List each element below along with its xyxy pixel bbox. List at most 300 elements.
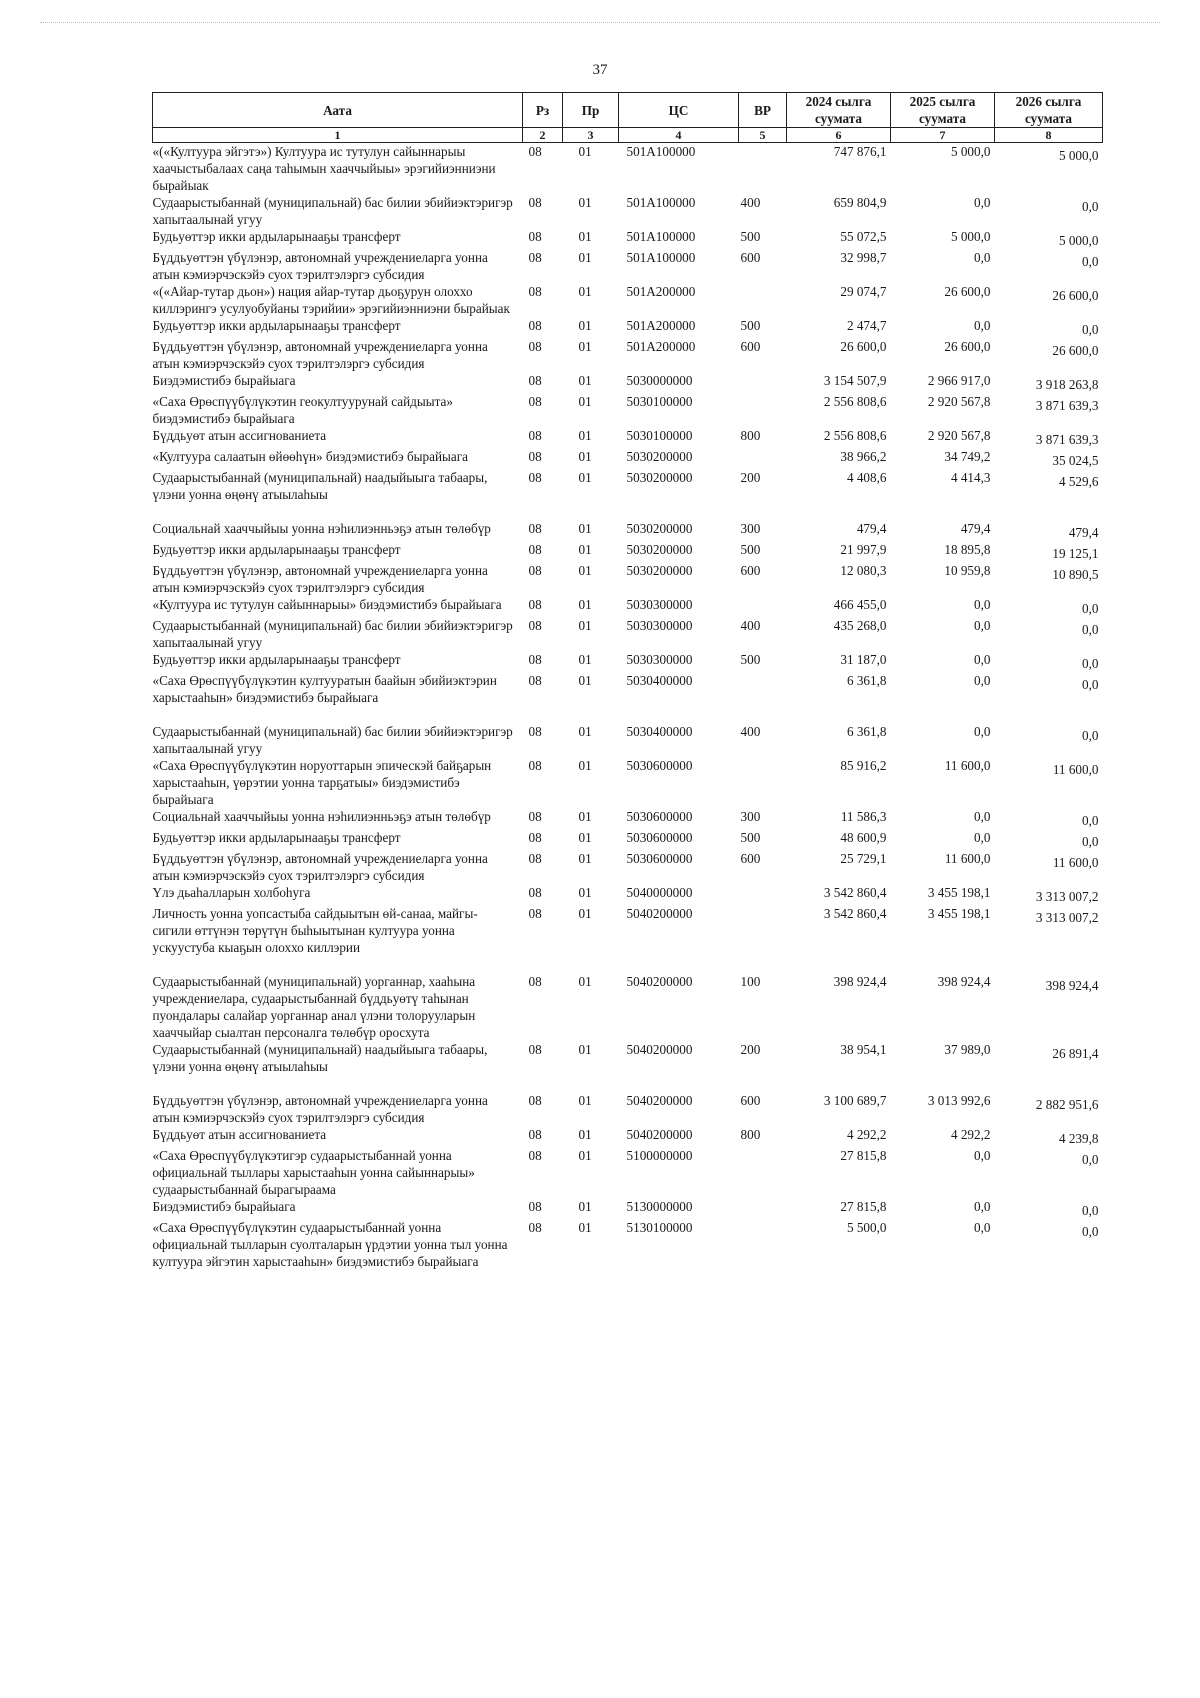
- row-cs-cell: 5040000000: [626, 885, 693, 900]
- row-pr-cell: 01: [578, 830, 592, 845]
- row-vr-cell: [739, 283, 787, 317]
- row-vr-cell: 500: [740, 318, 761, 333]
- row-pr-cell: 01: [578, 618, 592, 633]
- row-vr-cell: 200: [740, 470, 761, 485]
- row-2025-cell: 18 895,8: [944, 542, 991, 557]
- row-cs-cell: 501A100000: [626, 144, 696, 159]
- table-row: [153, 520, 1103, 541]
- row-pr-cell: 01: [578, 597, 592, 612]
- row-name-cell: «Култуура ис тутулун сайыннарыы» биэдэмистибэ бырайыага: [152, 597, 502, 612]
- table-row: [153, 338, 1103, 372]
- row-cs-cell: 5030100000: [626, 428, 693, 443]
- row-2025-cell: 11 600,0: [944, 851, 991, 866]
- row-name-cell: «(«Култуура эйгэтэ») Култуура ис тутулун сайыннарыы хаачыстыбалаах саңа таһымын хааччыйыы» эрэгийиэнниэни бырайыак: [152, 144, 496, 193]
- row-vr-cell: [739, 757, 787, 808]
- table-row: [153, 973, 1103, 1041]
- row-2024-cell: 479,4: [856, 521, 887, 536]
- row-name-cell: Бүддьуөттэн үбүлэнэр, автономнай учреждениеларга уонна атын кэмиэрчэскэйэ суох тэрилтэлэргэ субсидия: [152, 851, 488, 883]
- row-2026-cell: 10 890,5: [1052, 567, 1099, 582]
- row-2025-cell: 0,0: [974, 724, 991, 739]
- row-pr-cell: 01: [578, 470, 592, 485]
- row-vr-cell: 200: [740, 1042, 761, 1057]
- row-2024-cell: 55 072,5: [840, 229, 887, 244]
- row-rz-cell: 08: [528, 373, 542, 388]
- row-vr-cell: 800: [740, 428, 761, 443]
- row-name-cell: Бүддьуөт атын ассигнованиета: [152, 1127, 327, 1142]
- row-2026-cell: 3 313 007,2: [1035, 889, 1099, 904]
- row-2026-cell: 3 918 263,8: [1035, 377, 1099, 392]
- scan-artifact-line: [40, 22, 1160, 24]
- row-name-cell: «Култуура салаатын өйөөһүн» биэдэмистибэ бырайыага: [152, 449, 469, 464]
- row-rz-cell: 08: [528, 229, 542, 244]
- row-rz-cell: 08: [528, 470, 542, 485]
- header-2024: 2024 сылга суумата: [787, 93, 891, 128]
- row-rz-cell: 08: [528, 974, 542, 989]
- row-2026-cell: 19 125,1: [1052, 546, 1099, 561]
- row-name-cell: «Саха Өрөспүүбүлүкэтигэр судаарыстыбаннай уонна официальнай тыллары харыстааһын уонна сайыннарыы» судаарыстыбаннай бырагыраама: [152, 1148, 475, 1197]
- table-row: [153, 372, 1103, 393]
- row-pr-cell: 01: [578, 339, 592, 354]
- row-rz-cell: 08: [528, 652, 542, 667]
- row-2026-cell: 4 239,8: [1058, 1131, 1099, 1146]
- row-2024-cell: 11 586,3: [840, 809, 887, 824]
- table-row: [153, 541, 1103, 562]
- row-cs-cell: 5030300000: [626, 618, 693, 633]
- table-row: [153, 596, 1103, 617]
- row-name-cell: Судаарыстыбаннай (муниципальнай) уорганнар, хааһына учреждениелара, судаарыстыбаннай бүддьуөтү таһынан пуондалары салайар уорганнар анал үлэни толорууларын хааччыйар сыалтан персоналга төлөбүр оросхута: [152, 974, 476, 1040]
- row-vr-cell: 400: [740, 618, 761, 633]
- row-cs-cell: 5030300000: [626, 597, 693, 612]
- row-2024-cell: 27 815,8: [840, 1148, 887, 1163]
- table-row: [153, 469, 1103, 520]
- row-2024-cell: 85 916,2: [840, 758, 887, 773]
- row-2026-cell: 0,0: [1082, 199, 1099, 214]
- row-cs-cell: 501A100000: [626, 250, 696, 265]
- table-row: [153, 651, 1103, 672]
- row-vr-cell: 600: [740, 339, 761, 354]
- header-vr: ВР: [739, 93, 787, 128]
- row-vr-cell: 600: [740, 250, 761, 265]
- row-rz-cell: 08: [528, 449, 542, 464]
- column-number-row: [153, 128, 1103, 143]
- row-name-cell: «Саха Өрөспүүбүлүкэтин геокултуурунай сайдыыта» биэдэмистибэ бырайыага: [152, 394, 453, 426]
- row-vr-cell: [739, 905, 787, 973]
- row-2025-cell: 5 000,0: [950, 229, 991, 244]
- row-2024-cell: 4 292,2: [846, 1127, 887, 1142]
- row-2025-cell: 10 959,8: [944, 563, 991, 578]
- header-name: Аата: [153, 93, 523, 128]
- row-rz-cell: 08: [528, 284, 542, 299]
- row-2026-cell: 0,0: [1082, 322, 1099, 337]
- row-2025-cell: 3 455 198,1: [927, 906, 991, 921]
- table-row: [153, 850, 1103, 884]
- row-pr-cell: 01: [578, 373, 592, 388]
- row-name-cell: Бүддьуөттэн үбүлэнэр, автономнай учреждениеларга уонна атын кэмиэрчэскэйэ суох тэрилтэлэргэ субсидия: [152, 1093, 488, 1125]
- row-vr-cell: 500: [740, 830, 761, 845]
- row-2026-cell: 0,0: [1082, 254, 1099, 269]
- row-name-cell: «(«Айар-тутар дьон») нация айар-тутар дьоҕурун олоххо киллэрингэ усулуобуйаны тэрийии» эрэгийиэнниэни бырайыак: [152, 284, 510, 316]
- row-2026-cell: 0,0: [1082, 622, 1099, 637]
- row-2026-cell: 0,0: [1082, 1203, 1099, 1218]
- header-pr: Пр: [563, 93, 619, 128]
- row-2025-cell: 34 749,2: [944, 449, 991, 464]
- row-2025-cell: 2 920 567,8: [927, 428, 991, 443]
- row-pr-cell: 01: [578, 673, 592, 688]
- row-2026-cell: 5 000,0: [1058, 233, 1099, 248]
- row-2026-cell: 26 600,0: [1052, 288, 1099, 303]
- page-number: 37: [592, 62, 608, 78]
- row-name-cell: Бүддьуөттэн үбүлэнэр, автономнай учреждениеларга уонна атын кэмиэрчэскэйэ суох тэрилтэлэргэ субсидия: [152, 250, 488, 282]
- row-pr-cell: 01: [578, 1199, 592, 1214]
- row-2026-cell: 26 891,4: [1052, 1046, 1099, 1061]
- row-2024-cell: 48 600,9: [840, 830, 887, 845]
- table-row: [153, 672, 1103, 723]
- row-name-cell: Биэдэмистибэ бырайыага: [152, 373, 296, 388]
- row-name-cell: Будьуөттэр икки ардыларынааҕы трансферт: [152, 318, 401, 333]
- row-rz-cell: 08: [528, 1148, 542, 1163]
- row-cs-cell: 5100000000: [626, 1148, 693, 1163]
- row-2025-cell: 3 455 198,1: [927, 885, 991, 900]
- row-cs-cell: 501A200000: [626, 318, 696, 333]
- header-2025: 2025 сылга суумата: [891, 93, 995, 128]
- row-cs-cell: 5040200000: [626, 906, 693, 921]
- row-rz-cell: 08: [528, 428, 542, 443]
- table-row: [153, 194, 1103, 228]
- row-rz-cell: 08: [528, 758, 542, 773]
- row-pr-cell: 01: [578, 144, 592, 159]
- row-rz-cell: 08: [528, 195, 542, 210]
- row-cs-cell: 5030400000: [626, 673, 693, 688]
- row-name-cell: «Саха Өрөспүүбүлүкэтин култууратын баайын эбийиэктэрин харыстааһын» биэдэмистибэ бырайыага: [152, 673, 497, 705]
- row-cs-cell: 501A200000: [626, 284, 696, 299]
- row-2025-cell: 0,0: [974, 1148, 991, 1163]
- row-2025-cell: 0,0: [974, 673, 991, 688]
- row-vr-cell: 500: [740, 229, 761, 244]
- row-cs-cell: 5030100000: [626, 394, 693, 409]
- row-vr-cell: 500: [740, 542, 761, 557]
- row-2024-cell: 12 080,3: [840, 563, 887, 578]
- row-pr-cell: 01: [578, 542, 592, 557]
- row-rz-cell: 08: [528, 339, 542, 354]
- row-2026-cell: 0,0: [1082, 1152, 1099, 1167]
- row-vr-cell: 600: [740, 563, 761, 578]
- row-2025-cell: 398 924,4: [937, 974, 991, 989]
- row-rz-cell: 08: [528, 1127, 542, 1142]
- row-cs-cell: 5030200000: [626, 449, 693, 464]
- row-2024-cell: 32 998,7: [840, 250, 887, 265]
- row-pr-cell: 01: [578, 318, 592, 333]
- row-2024-cell: 21 997,9: [840, 542, 887, 557]
- row-rz-cell: 08: [528, 597, 542, 612]
- row-vr-cell: 600: [740, 1093, 761, 1108]
- row-name-cell: Судаарыстыбаннай (муниципальнай) наадыйыыга табаары, үлэни уонна өңөнү атыылаһыы: [152, 470, 488, 502]
- row-rz-cell: 08: [528, 885, 542, 900]
- row-vr-cell: [739, 1219, 787, 1270]
- row-name-cell: «Саха Өрөспүүбүлүкэтин норуоттарын эпическэй байҕарын харыстааһын, үөрэтии уонна тарҕатыы» биэдэмистибэ бырайыага: [152, 758, 492, 807]
- row-2025-cell: 0,0: [974, 250, 991, 265]
- row-2024-cell: 3 154 507,9: [823, 373, 887, 388]
- row-2024-cell: 2 556 808,6: [823, 428, 887, 443]
- header-row: [153, 93, 1103, 128]
- row-rz-cell: 08: [528, 809, 542, 824]
- row-2025-cell: 0,0: [974, 1199, 991, 1214]
- row-2024-cell: 5 500,0: [846, 1220, 887, 1235]
- row-2026-cell: 11 600,0: [1052, 855, 1099, 870]
- table-row: [153, 317, 1103, 338]
- row-cs-cell: 5030600000: [626, 830, 693, 845]
- row-pr-cell: 01: [578, 250, 592, 265]
- row-pr-cell: 01: [578, 1093, 592, 1108]
- row-2024-cell: 38 954,1: [840, 1042, 887, 1057]
- row-2025-cell: 2 966 917,0: [927, 373, 991, 388]
- column-number: 3: [563, 128, 619, 143]
- row-vr-cell: 300: [740, 809, 761, 824]
- row-pr-cell: 01: [578, 195, 592, 210]
- table-row: [153, 562, 1103, 596]
- table-row: [153, 393, 1103, 427]
- row-pr-cell: 01: [578, 563, 592, 578]
- row-rz-cell: 08: [528, 1093, 542, 1108]
- row-name-cell: Биэдэмистибэ бырайыага: [152, 1199, 296, 1214]
- row-2025-cell: 11 600,0: [944, 758, 991, 773]
- row-pr-cell: 01: [578, 809, 592, 824]
- row-pr-cell: 01: [578, 1127, 592, 1142]
- row-pr-cell: 01: [578, 758, 592, 773]
- row-vr-cell: 300: [740, 521, 761, 536]
- table-row: [153, 228, 1103, 249]
- row-pr-cell: 01: [578, 1042, 592, 1057]
- row-2025-cell: 0,0: [974, 318, 991, 333]
- row-cs-cell: 5130100000: [626, 1220, 693, 1235]
- row-rz-cell: 08: [528, 618, 542, 633]
- column-number: 5: [739, 128, 787, 143]
- row-rz-cell: 08: [528, 394, 542, 409]
- row-cs-cell: 501A100000: [626, 229, 696, 244]
- row-pr-cell: 01: [578, 974, 592, 989]
- row-2024-cell: 31 187,0: [840, 652, 887, 667]
- table-row: [153, 723, 1103, 757]
- row-pr-cell: 01: [578, 885, 592, 900]
- row-name-cell: Социальнай хааччыйыы уонна нэһилиэнньэҕэ атын төлөбүр: [152, 521, 491, 536]
- row-cs-cell: 5030200000: [626, 563, 693, 578]
- row-2026-cell: 3 313 007,2: [1035, 910, 1099, 925]
- row-name-cell: Бүддьуөттэн үбүлэнэр, автономнай учреждениеларга уонна атын кэмиэрчэскэйэ суох тэрилтэлэргэ субсидия: [152, 563, 488, 595]
- row-2024-cell: 2 474,7: [846, 318, 887, 333]
- row-pr-cell: 01: [578, 394, 592, 409]
- row-2026-cell: 0,0: [1082, 656, 1099, 671]
- row-vr-cell: 100: [740, 974, 761, 989]
- row-cs-cell: 5030200000: [626, 521, 693, 536]
- row-cs-cell: 5030200000: [626, 470, 693, 485]
- row-cs-cell: 5030000000: [626, 373, 693, 388]
- row-rz-cell: 08: [528, 851, 542, 866]
- row-2025-cell: 26 600,0: [944, 284, 991, 299]
- row-name-cell: Бүддьуөт атын ассигнованиета: [152, 428, 327, 443]
- row-name-cell: Бүддьуөттэн үбүлэнэр, автономнай учреждениеларга уонна атын кэмиэрчэскэйэ суох тэрилтэлэргэ субсидия: [152, 339, 488, 371]
- row-vr-cell: [739, 448, 787, 469]
- row-cs-cell: 5030600000: [626, 809, 693, 824]
- row-name-cell: Судаарыстыбаннай (муниципальнай) бас билии эбийиэктэригэр хапытаалынай угуу: [152, 195, 513, 227]
- row-2024-cell: 466 455,0: [833, 597, 887, 612]
- table-row: [153, 1198, 1103, 1219]
- table-row: [153, 808, 1103, 829]
- row-2025-cell: 0,0: [974, 618, 991, 633]
- row-2024-cell: 6 361,8: [846, 673, 887, 688]
- row-rz-cell: 08: [528, 250, 542, 265]
- table-row: [153, 283, 1103, 317]
- row-2026-cell: 26 600,0: [1052, 343, 1099, 358]
- row-name-cell: Судаарыстыбаннай (муниципальнай) наадыйыыга табаары, үлэни уонна өңөнү атыылаһыы: [152, 1042, 488, 1074]
- row-2026-cell: 398 924,4: [1045, 978, 1099, 993]
- table-row: [153, 1041, 1103, 1092]
- row-2026-cell: 3 871 639,3: [1035, 432, 1099, 447]
- row-vr-cell: [739, 884, 787, 905]
- row-rz-cell: 08: [528, 1199, 542, 1214]
- row-2025-cell: 0,0: [974, 652, 991, 667]
- row-2024-cell: 659 804,9: [833, 195, 887, 210]
- row-name-cell: Социальнай хааччыйыы уонна нэһилиэнньэҕэ атын төлөбүр: [152, 809, 491, 824]
- table-row: [153, 829, 1103, 850]
- row-2025-cell: 0,0: [974, 597, 991, 612]
- table-row: [153, 427, 1103, 448]
- table-row: [153, 884, 1103, 905]
- row-2024-cell: 747 876,1: [833, 144, 887, 159]
- row-vr-cell: [739, 143, 787, 195]
- table-row: [153, 617, 1103, 651]
- column-number: 7: [891, 128, 995, 143]
- table-row: [153, 1219, 1103, 1270]
- row-rz-cell: 08: [528, 724, 542, 739]
- row-cs-cell: 5040200000: [626, 1093, 693, 1108]
- table-row: [153, 1126, 1103, 1147]
- row-2025-cell: 0,0: [974, 195, 991, 210]
- row-name-cell: Будьуөттэр икки ардыларынааҕы трансферт: [152, 652, 401, 667]
- table-row: [153, 905, 1103, 973]
- row-2025-cell: 0,0: [974, 1220, 991, 1235]
- row-rz-cell: 08: [528, 830, 542, 845]
- table-row: [153, 448, 1103, 469]
- row-cs-cell: 5030600000: [626, 758, 693, 773]
- table-row: [153, 757, 1103, 808]
- row-vr-cell: 600: [740, 851, 761, 866]
- row-pr-cell: 01: [578, 1148, 592, 1163]
- row-name-cell: Судаарыстыбаннай (муниципальнай) бас билии эбийиэктэригэр хапытаалынай угуу: [152, 724, 513, 756]
- row-rz-cell: 08: [528, 542, 542, 557]
- row-2026-cell: 0,0: [1082, 834, 1099, 849]
- header-2026: 2026 сылга суумата: [995, 93, 1103, 128]
- row-rz-cell: 08: [528, 1220, 542, 1235]
- row-rz-cell: 08: [528, 521, 542, 536]
- row-cs-cell: 5030400000: [626, 724, 693, 739]
- row-2025-cell: 479,4: [960, 521, 991, 536]
- row-2025-cell: 37 989,0: [944, 1042, 991, 1057]
- column-number: 2: [523, 128, 563, 143]
- row-2024-cell: 2 556 808,6: [823, 394, 887, 409]
- row-vr-cell: [739, 372, 787, 393]
- row-pr-cell: 01: [578, 1220, 592, 1235]
- column-number: 8: [995, 128, 1103, 143]
- row-2026-cell: 0,0: [1082, 1224, 1099, 1239]
- row-name-cell: Будьуөттэр икки ардыларынааҕы трансферт: [152, 542, 401, 557]
- row-2024-cell: 398 924,4: [833, 974, 887, 989]
- row-name-cell: «Саха Өрөспүүбүлүкэтин судаарыстыбаннай уонна официальнай тылларын суолталарын үрдэтии уонна тыл уонна култуура эйгэтин харыстааһын» биэдэмистибэ бырайыага: [152, 1220, 508, 1269]
- row-2026-cell: 0,0: [1082, 813, 1099, 828]
- row-2024-cell: 26 600,0: [840, 339, 887, 354]
- row-rz-cell: 08: [528, 1042, 542, 1057]
- row-rz-cell: 08: [528, 906, 542, 921]
- row-2026-cell: 11 600,0: [1052, 762, 1099, 777]
- row-2024-cell: 3 542 860,4: [823, 885, 887, 900]
- column-number: 6: [787, 128, 891, 143]
- row-name-cell: Личность уонна уопсастыба сайдыытын өй-санаа, майгы-сигили өттүнэн төрүтүн быһыытынан култуура уонна ускуустуба кыаҕын олоххо киллэрии: [152, 906, 478, 955]
- row-cs-cell: 501A200000: [626, 339, 696, 354]
- row-2024-cell: 3 542 860,4: [823, 906, 887, 921]
- row-cs-cell: 5030300000: [626, 652, 693, 667]
- row-vr-cell: [739, 393, 787, 427]
- row-2025-cell: 0,0: [974, 830, 991, 845]
- row-pr-cell: 01: [578, 284, 592, 299]
- row-2026-cell: 5 000,0: [1058, 148, 1099, 163]
- row-cs-cell: 5030600000: [626, 851, 693, 866]
- row-vr-cell: 800: [740, 1127, 761, 1142]
- row-2026-cell: 3 871 639,3: [1035, 398, 1099, 413]
- row-2024-cell: 38 966,2: [840, 449, 887, 464]
- row-2025-cell: 0,0: [974, 809, 991, 824]
- row-rz-cell: 08: [528, 563, 542, 578]
- table-row: [153, 1147, 1103, 1198]
- budget-table: [152, 92, 1103, 1270]
- row-2025-cell: 4 414,3: [950, 470, 991, 485]
- row-2026-cell: 479,4: [1068, 525, 1099, 540]
- row-name-cell: Судаарыстыбаннай (муниципальнай) бас билии эбийиэктэригэр хапытаалынай угуу: [152, 618, 513, 650]
- row-rz-cell: 08: [528, 673, 542, 688]
- row-vr-cell: [739, 596, 787, 617]
- column-number: 4: [619, 128, 739, 143]
- row-name-cell: Үлэ дьаһалларын холбоһуга: [152, 885, 311, 900]
- table-row: [153, 143, 1103, 195]
- row-2026-cell: 2 882 951,6: [1035, 1097, 1099, 1112]
- table-row: [153, 1092, 1103, 1126]
- row-2024-cell: 435 268,0: [833, 618, 887, 633]
- header-cs: ЦС: [619, 93, 739, 128]
- row-2024-cell: 29 074,7: [840, 284, 887, 299]
- row-rz-cell: 08: [528, 318, 542, 333]
- row-vr-cell: [739, 1147, 787, 1198]
- row-cs-cell: 5040200000: [626, 1127, 693, 1142]
- row-name-cell: Будьуөттэр икки ардыларынааҕы трансферт: [152, 229, 401, 244]
- row-vr-cell: 500: [740, 652, 761, 667]
- row-vr-cell: 400: [740, 724, 761, 739]
- row-vr-cell: [739, 672, 787, 723]
- row-pr-cell: 01: [578, 449, 592, 464]
- table-body: [153, 143, 1103, 1271]
- row-2024-cell: 6 361,8: [846, 724, 887, 739]
- row-cs-cell: 5040200000: [626, 974, 693, 989]
- row-name-cell: Будьуөттэр икки ардыларынааҕы трансферт: [152, 830, 401, 845]
- row-pr-cell: 01: [578, 851, 592, 866]
- header-rz: Рз: [523, 93, 563, 128]
- row-rz-cell: 08: [528, 144, 542, 159]
- row-2024-cell: 3 100 689,7: [823, 1093, 887, 1108]
- row-pr-cell: 01: [578, 428, 592, 443]
- row-2025-cell: 4 292,2: [950, 1127, 991, 1142]
- row-cs-cell: 501A100000: [626, 195, 696, 210]
- row-2024-cell: 27 815,8: [840, 1199, 887, 1214]
- row-pr-cell: 01: [578, 521, 592, 536]
- row-2025-cell: 3 013 992,6: [927, 1093, 991, 1108]
- row-2024-cell: 4 408,6: [846, 470, 887, 485]
- row-pr-cell: 01: [578, 652, 592, 667]
